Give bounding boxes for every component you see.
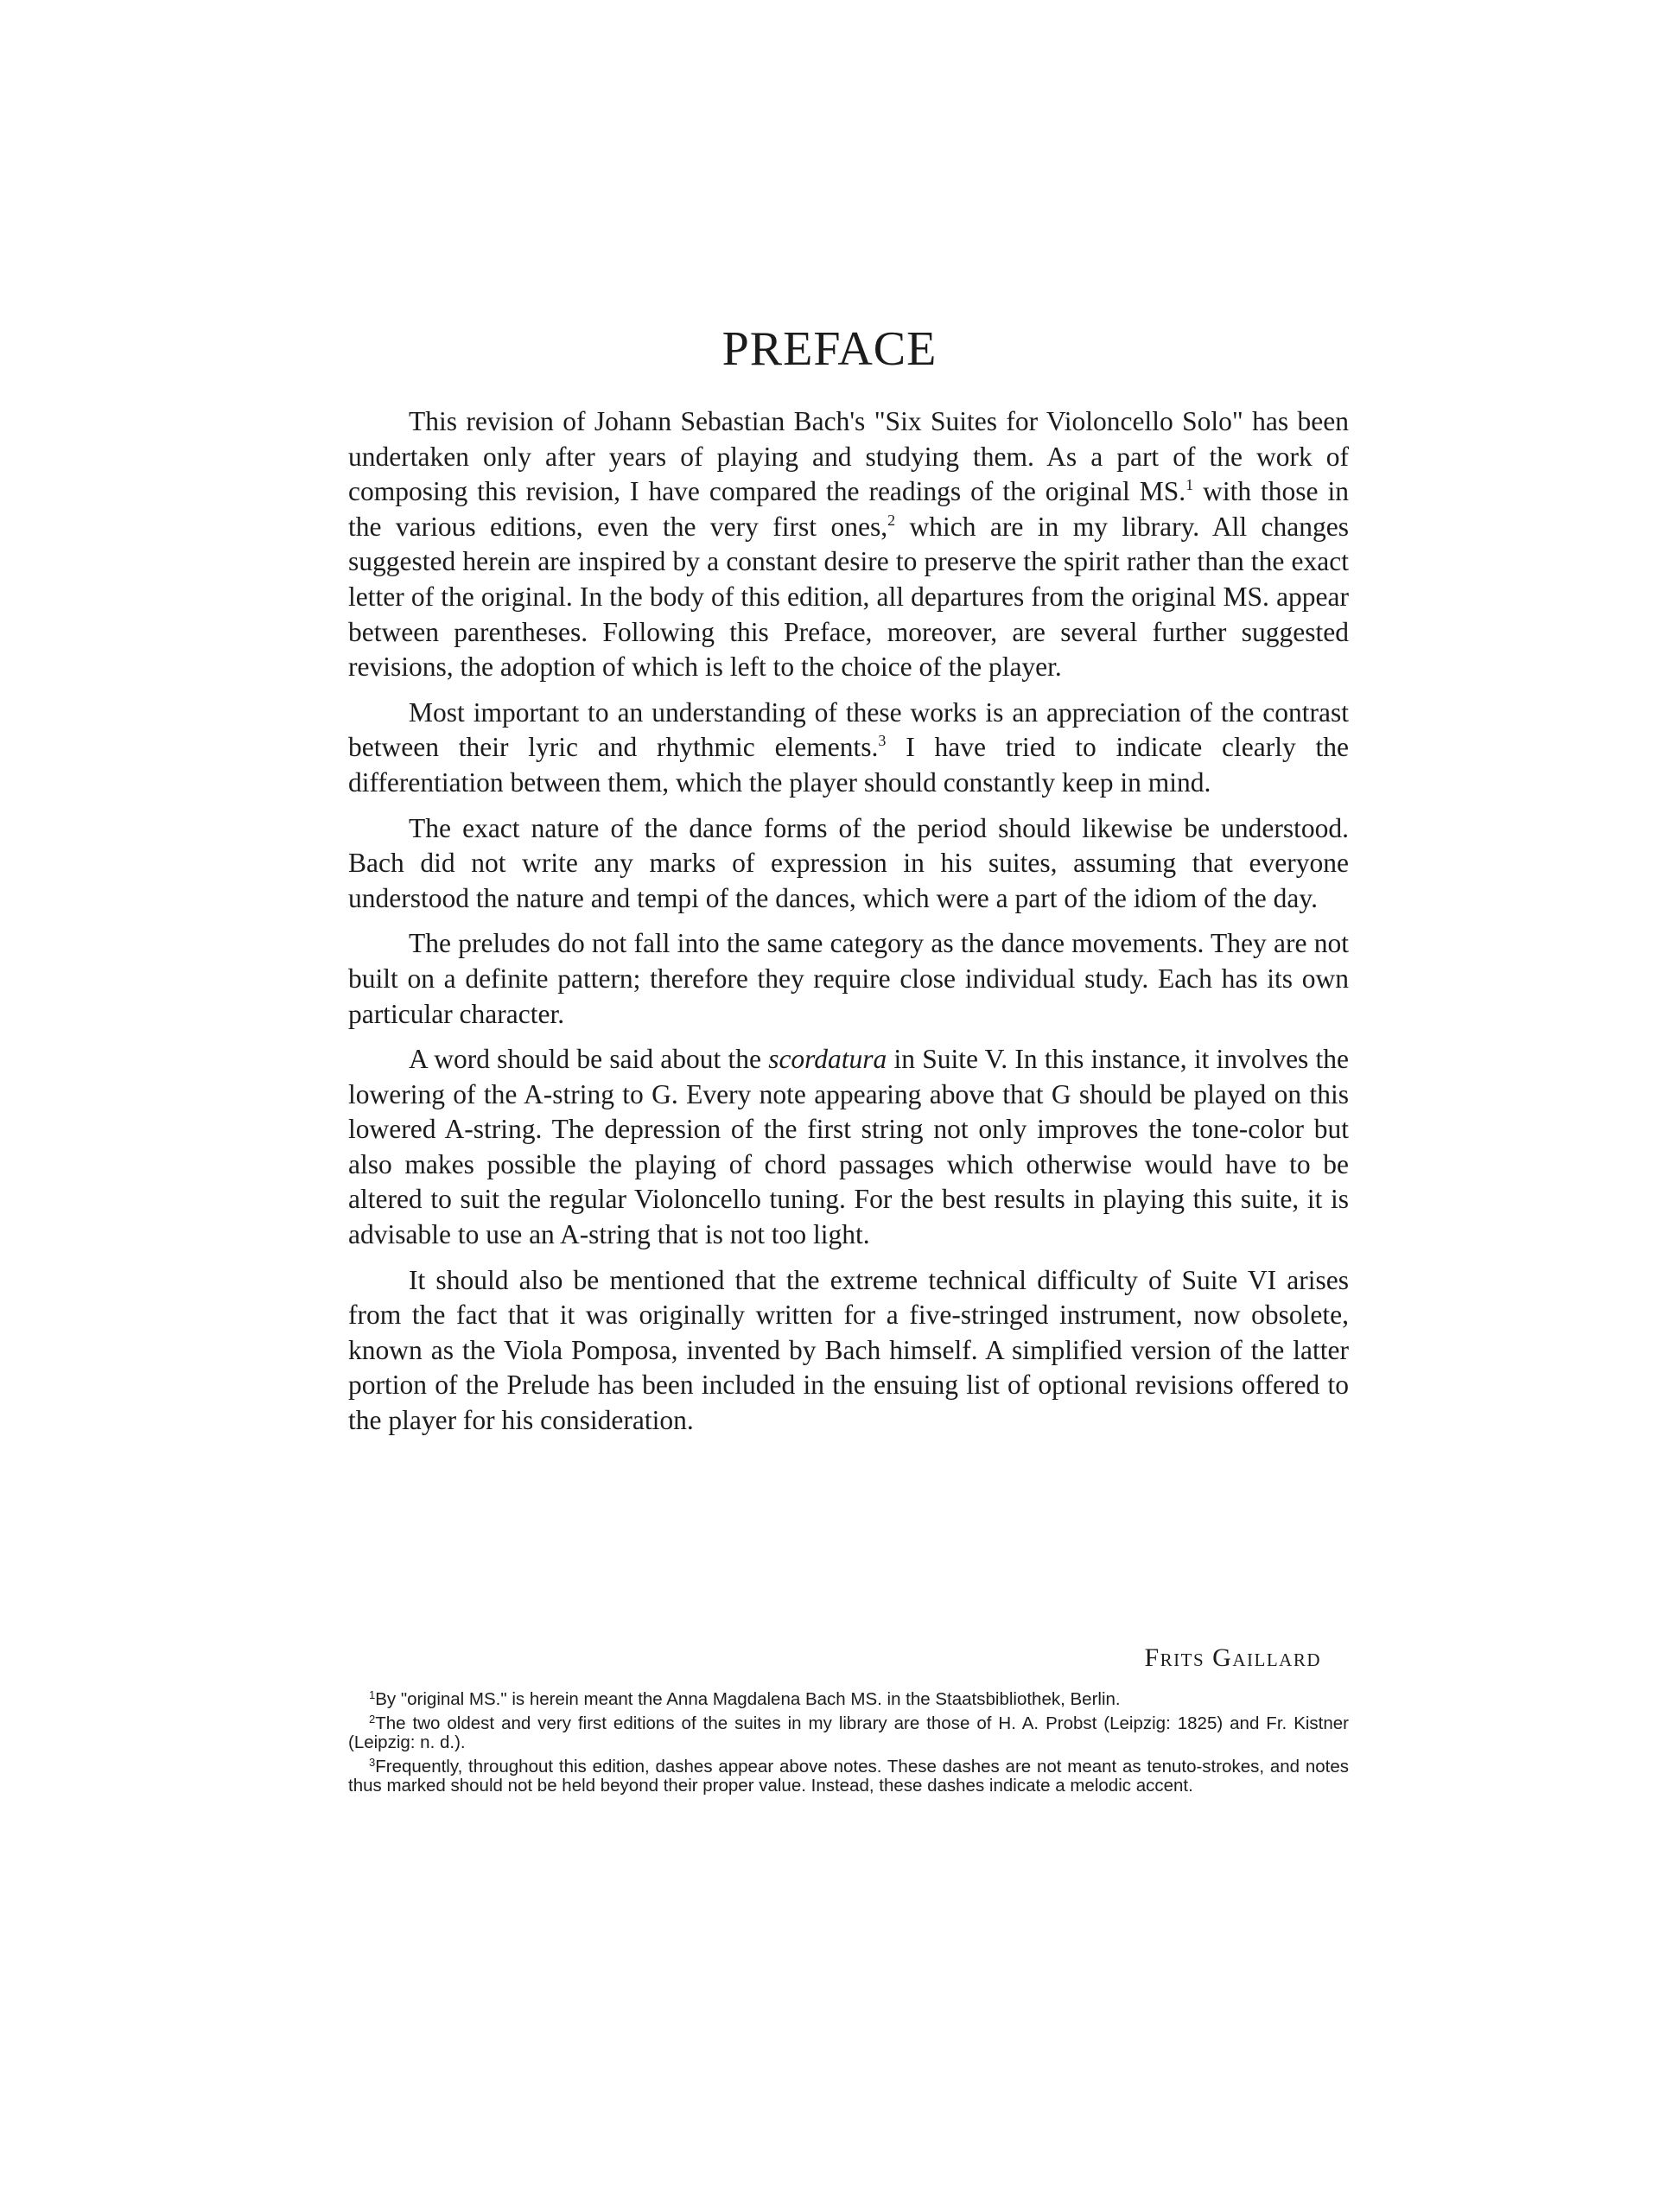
paragraph-5-text-b: in Suite V. In this instance, it involves the lowering of the A-string to G. Every note appearing above that G should be played on this lowered A-string. The depression of the first string not only improves the tone-color but also makes possible the playing of chord passages which otherwise would have to be altered to suit the regular Violoncello tuning. For the best results in playing this suite, it is advisable to use an A-string that is not too light.: [348, 1044, 1349, 1250]
footnote-1-mark: 1: [369, 1688, 376, 1701]
author-signature: Frits Gaillard: [1144, 1643, 1321, 1672]
footnote-1-text: By "original MS." is herein meant the Anna Magdalena Bach MS. in the Staatsbibliothek, Berlin.: [375, 1689, 1121, 1709]
paragraph-4: The preludes do not fall into the same category as the dance movements. They are not built on a definite pattern; therefore they require close individual study. Each has its own particular character.: [348, 928, 1349, 1029]
footnote-ref-3: 3: [878, 732, 887, 750]
footnote-3-mark: 3: [369, 1756, 376, 1769]
page-title: PREFACE: [721, 322, 938, 376]
footnote-ref-2: 2: [887, 511, 896, 529]
footnote-ref-1: 1: [1185, 476, 1194, 494]
paragraph-5-text-a: A word should be said about the: [409, 1044, 769, 1075]
paragraph-1: [348, 404, 1349, 685]
scordatura-term: scordatura: [768, 1044, 887, 1075]
paragraph-1-text-b: with those in the various editions, even the very first ones,: [348, 476, 1350, 542]
paragraph-6: It should also be mentioned that the extreme technical difficulty of Suite VI arises from the fact that it was originally written for a five-stringed instrument, now obsolete, known as the Viola Pomposa, invented by Bach himself. A simplified version of the latter portion of the Prelude has been included in the ensuing list of optional revisions offered to the player for his consideration.: [348, 1264, 1349, 1436]
paragraph-1-text-c: which are in my library. All changes suggested herein are inspired by a constant desire to preserve the spirit rather than the exact letter of the original. In the body of this edition, all departures from the original MS. appear between parentheses. Following this Preface, moreover, are several further suggested revisions, the adoption of which is left to the choice of the player.: [348, 511, 1349, 683]
paragraph-1-text-a: This revision of Johann Sebastian Bach's "Six Suites for Violoncello Solo" has been undertaken only after years of playing and studying them. As a part of the work of composing this revision, I have compared the readings of the original MS.: [348, 406, 1349, 507]
paragraph-3: The exact nature of the dance forms of the period should likewise be understood. Bach did not write any marks of expression in his suites, assuming that everyone understood the nature and tempi of the dances, which were a part of the idiom of the day.: [348, 812, 1349, 913]
footnote-1: [348, 1690, 1349, 1709]
paragraph-2-text-b: I have tried to indicate clearly the differentiation between them, which the player should constantly keep in mind.: [348, 732, 1350, 798]
footnote-2-text: The two oldest and very first editions of the suites in my library are those of H. A. Probst (Leipzig: 1825) and Fr. Kistner (Leipzig: n. d.).: [348, 1713, 1349, 1752]
footnote-2: [348, 1714, 1349, 1752]
paragraph-2: [348, 696, 1349, 801]
footnote-3: [348, 1758, 1349, 1796]
paragraph-5: [348, 1042, 1349, 1253]
preface-body: [348, 404, 1349, 1439]
paragraph-2-text-a: Most important to an understanding of these works is an appreciation of the contrast between their lyric and rhythmic elements.: [348, 696, 1349, 763]
footnote-2-mark: 2: [369, 1713, 376, 1726]
footnote-3-text: Frequently, throughout this edition, dashes appear above notes. These dashes are not meant as tenuto-strokes, and notes thus marked should not be held beyond their proper value. Instead, these dashes indicate a melodic accent.: [348, 1757, 1349, 1796]
footnotes: [348, 1690, 1349, 1801]
